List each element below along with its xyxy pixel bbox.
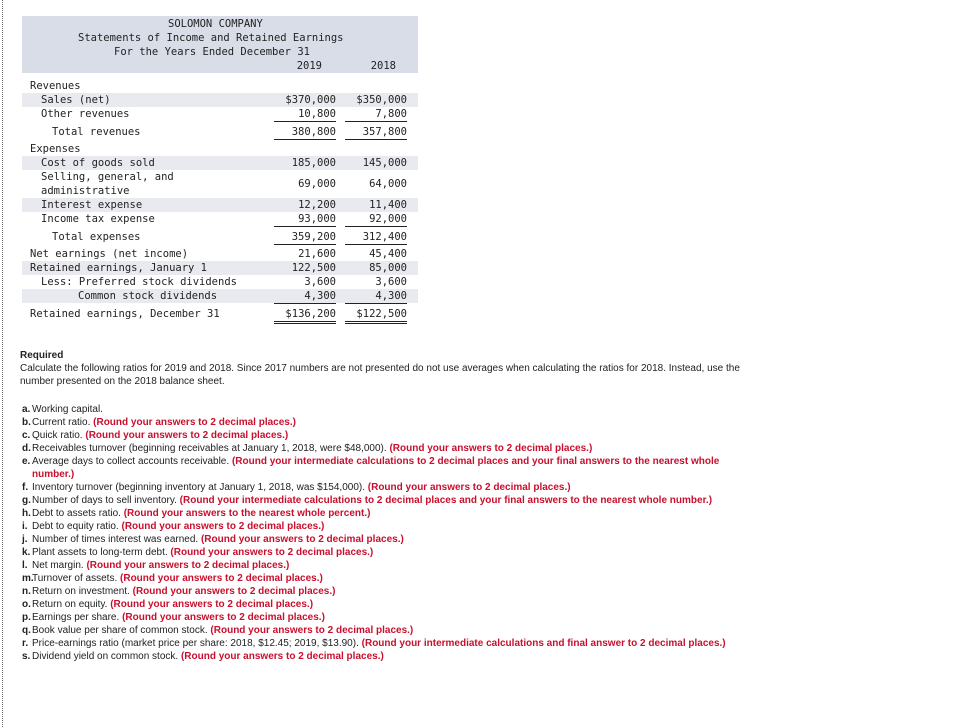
list-item: a. Working capital. [22,404,103,415]
ratio-list [22,403,742,663]
list-item: s. Dividend yield on common stock. (Round your answers to 2 decimal places.) [22,651,384,662]
statement-row: Total expenses 359,200 312,400 [52,231,407,243]
list-item: e. Average days to collect accounts receivable. (Round your intermediate calculations to 2 decimal places and your final answers to the nearest whole number.) [22,456,720,480]
statement-row: Total revenues 380,800 357,800 [52,126,407,138]
list-item: m. Turnover of assets. (Round your answers to 2 decimal places.) [22,573,323,584]
column-2019: 2019 [296,60,322,72]
statement-row: Common stock dividends 4,300 4,300 [22,289,418,303]
list-item: h. Debt to assets ratio. (Round your answers to the nearest whole percent.) [22,508,371,519]
statement-row: Retained earnings, December 31 $136,200 $122,500 [22,307,418,321]
list-item: l. Net margin. (Round your answers to 2 decimal places.) [22,560,290,571]
list-item: q. Book value per share of common stock. (Round your answers to 2 decimal places.) [22,625,414,636]
statement-row: Expenses [30,143,81,155]
statement-row: Less: Preferred stock dividends 3,600 3,600 [41,276,407,288]
statement-row: Selling, general, and administrative 69,000 64,000 [41,171,407,197]
list-item: o. Return on equity. (Round your answers to 2 decimal places.) [22,599,314,610]
statement-title: Statements of Income and Retained Earnings [78,32,344,44]
list-item: d. Receivables turnover (beginning receivables at January 1, 2018, were $48,000). (Round your answers to 2 decimal places.) [22,443,593,454]
list-item: n. Return on investment. (Round your answers to 2 decimal places.) [22,586,336,597]
statement-row: Sales (net) $370,000 $350,000 [22,93,418,107]
income-statement [22,16,418,329]
statement-row: Interest expense 12,200 11,400 [22,198,418,212]
list-item: r. Price-earnings ratio (market price per share: 2018, $12.45; 2019, $13.90). (Round your intermediate calculations and final answer to 2 decimal places.) [22,638,726,649]
column-headers [22,59,418,73]
list-item: j. Number of times interest was earned. (Round your answers to 2 decimal places.) [22,534,404,545]
list-item: g. Number of days to sell inventory. (Round your intermediate calculations to 2 decimal places and your final answers to the nearest whole number.) [22,495,713,506]
required-section [20,350,740,388]
list-item: i. Debt to equity ratio. (Round your answers to 2 decimal places.) [22,521,325,532]
statement-row: Other revenues 10,800 7,800 [41,108,407,120]
required-title: Required [20,350,64,361]
list-item: f. Inventory turnover (beginning inventory at January 1, 2018, was $154,000). (Round your answers to 2 decimal places.) [22,482,571,493]
statement-row: Cost of goods sold 185,000 145,000 [22,156,418,170]
required-description: Calculate the following ratios for 2019 and 2018. Since 2017 numbers are not presented do not use averages when calculating the ratios for 2018. Instead, use the number presented on the 2018 balance sheet. [20,363,740,387]
statement-row: Income tax expense 93,000 92,000 [41,213,407,225]
statement-period: For the Years Ended December 31 [114,46,310,58]
statement-row: Revenues [30,80,81,92]
statement-row: Retained earnings, January 1 122,500 85,000 [22,261,418,275]
statement-header [22,16,418,73]
company-name: SOLOMON COMPANY [168,18,263,30]
column-2018: 2018 [370,60,396,72]
statement-row: Net earnings (net income) 21,600 45,400 [30,248,407,260]
list-item: k. Plant assets to long-term debt. (Round your answers to 2 decimal places.) [22,547,374,558]
list-item: c. Quick ratio. (Round your answers to 2 decimal places.) [22,430,289,441]
list-item: p. Earnings per share. (Round your answers to 2 decimal places.) [22,612,325,623]
left-dotted-rule [2,0,3,727]
list-item: b. Current ratio. (Round your answers to 2 decimal places.) [22,417,296,428]
